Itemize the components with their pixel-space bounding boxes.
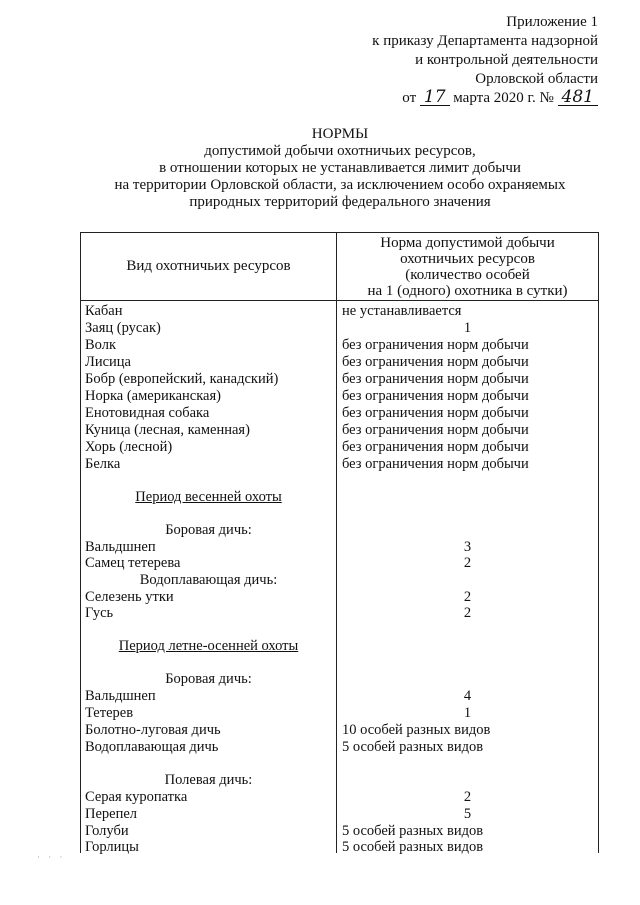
header-divider <box>81 300 598 301</box>
species-name: Куница (лесная, каменная) <box>85 422 250 438</box>
appendix-line-3: и контрольной деятельности <box>415 52 598 68</box>
date-day-handwritten: 17 <box>420 89 450 106</box>
species-norm: 2 <box>463 605 472 621</box>
order-number-handwritten: 481 <box>558 89 598 106</box>
species-name: Самец тетерева <box>85 555 181 571</box>
species-name: Кабан <box>85 303 123 319</box>
species-norm: 1 <box>463 705 472 721</box>
species-name: Енотовидная собака <box>85 405 210 421</box>
appendix-block <box>278 13 598 108</box>
species-norm: без ограничения норм добычи <box>342 337 529 353</box>
species-name: Волк <box>85 337 117 353</box>
title-line-3: на территории Орловской области, за исключением особо охраняемых <box>114 177 566 193</box>
species-name: Белка <box>85 456 121 472</box>
norm-header-line: Норма допустимой добычи <box>380 235 555 251</box>
appendix-line-1: Приложение 1 <box>506 14 598 30</box>
species-norm: без ограничения норм добычи <box>342 405 529 421</box>
species-norm: 5 особей разных видов <box>342 823 484 839</box>
title-line-1: допустимой добычи охотничьих ресурсов, <box>204 143 476 159</box>
species-norm: 5 особей разных видов <box>342 839 484 855</box>
column-header-norm <box>337 235 598 299</box>
species-norm: без ограничения норм добычи <box>342 439 529 455</box>
species-norm: без ограничения норм добычи <box>342 371 529 387</box>
species-name: Тетерев <box>85 705 134 721</box>
title-line-2: в отношении которых не устанавливается лимит добычи <box>159 160 521 176</box>
appendix-line-2: к приказу Департамента надзорной <box>372 33 598 49</box>
autumn-forest-heading: Боровая дичь: <box>165 671 252 687</box>
autumn-period-heading: Период летне-осенней охоты <box>118 638 299 654</box>
spring-period-heading: Период весенней охоты <box>135 489 282 505</box>
title-line-4: природных территорий федерального значения <box>189 194 491 210</box>
date-middle: марта 2020 г. № <box>453 90 554 106</box>
norms-table <box>80 232 599 853</box>
species-norm: 10 особей разных видов <box>342 722 491 738</box>
species-name: Горлицы <box>85 839 139 855</box>
species-norm: без ограничения норм добычи <box>342 456 529 472</box>
column-header-species: Вид охотничьих ресурсов <box>126 258 291 274</box>
species-name: Бобр (европейский, канадский) <box>85 371 279 387</box>
species-norm: не устанавливается <box>342 303 462 319</box>
norm-header-line: (количество особей <box>405 267 530 283</box>
species-norm: 2 <box>463 789 472 805</box>
species-name: Водоплавающая дичь <box>85 739 219 755</box>
species-name: Заяц (русак) <box>85 320 161 336</box>
species-name: Гусь <box>85 605 114 621</box>
document-title <box>60 126 620 211</box>
scan-artifact: · · · <box>37 852 66 862</box>
species-name: Норка (американская) <box>85 388 221 404</box>
spring-water-heading: Водоплавающая дичь: <box>139 572 278 588</box>
species-norm: 5 <box>463 806 472 822</box>
species-norm: 1 <box>463 320 472 336</box>
species-norm: 3 <box>463 539 472 555</box>
species-norm: 4 <box>463 688 472 704</box>
species-name: Болотно-луговая дичь <box>85 722 221 738</box>
species-norm: 2 <box>463 555 472 571</box>
species-name: Лисица <box>85 354 131 370</box>
date-prefix: от <box>402 90 417 106</box>
norm-header-line: охотничьих ресурсов <box>400 251 535 267</box>
appendix-line-4: Орловской области <box>475 71 598 87</box>
species-name: Хорь (лесной) <box>85 439 173 455</box>
species-name: Серая куропатка <box>85 789 188 805</box>
species-name: Вальдшнеп <box>85 539 156 555</box>
species-norm: без ограничения норм добычи <box>342 388 529 404</box>
species-name: Селезень утки <box>85 589 174 605</box>
appendix-date-line <box>278 89 598 108</box>
norm-header-line: на 1 (одного) охотника в сутки) <box>367 283 568 299</box>
autumn-field-heading: Полевая дичь: <box>164 772 253 788</box>
species-norm: без ограничения норм добычи <box>342 354 529 370</box>
spring-forest-heading: Боровая дичь: <box>165 522 252 538</box>
species-name: Голуби <box>85 823 129 839</box>
title-heading: НОРМЫ <box>311 126 369 142</box>
species-norm: 5 особей разных видов <box>342 739 484 755</box>
species-name: Вальдшнеп <box>85 688 156 704</box>
species-norm: 2 <box>463 589 472 605</box>
species-name: Перепел <box>85 806 138 822</box>
species-norm: без ограничения норм добычи <box>342 422 529 438</box>
